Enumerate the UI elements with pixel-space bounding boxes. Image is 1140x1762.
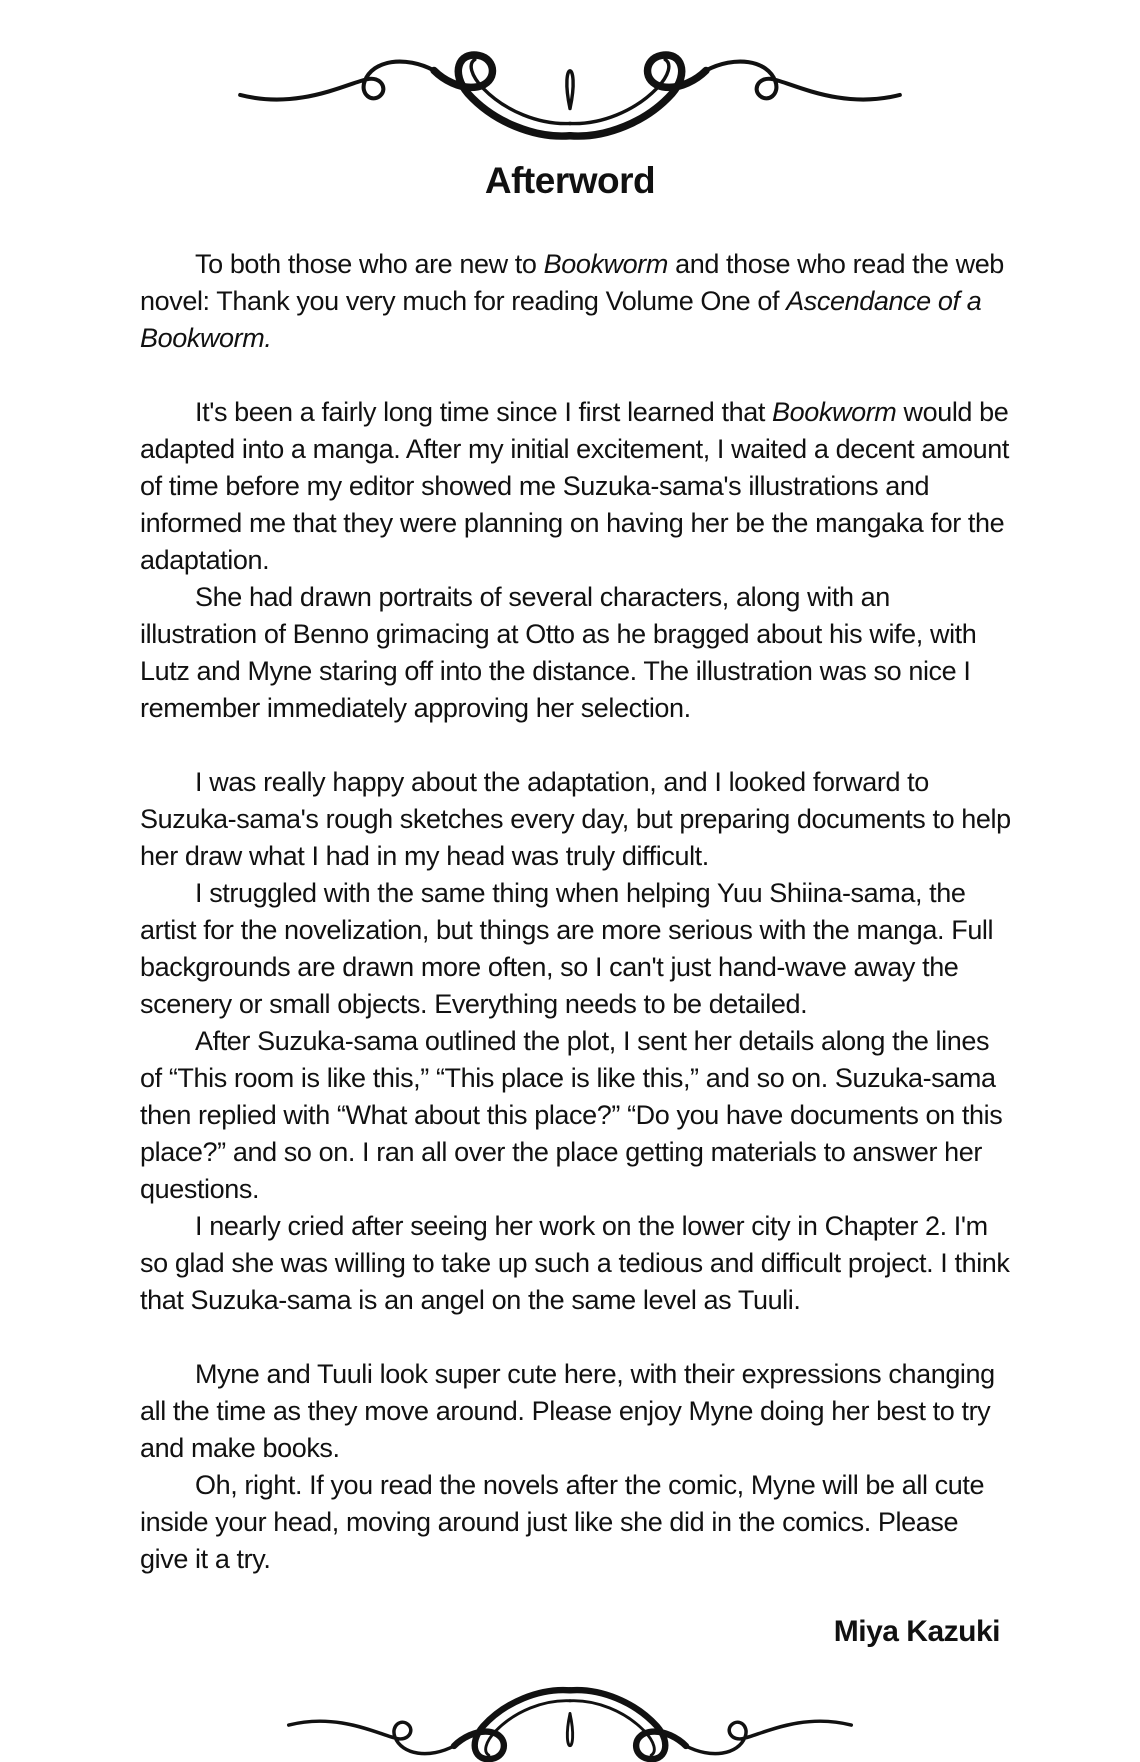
paragraph bbox=[140, 875, 1012, 1023]
paragraph-text: I struggled with the same thing when helping Yuu Shiina-sama, the artist for the novelization, but things are more serious with the manga. Full backgrounds are drawn more often, so I can't just hand-wave away the scenery or small objects. Everything needs to be detailed. bbox=[140, 878, 994, 1019]
paragraph-text: To both those who are new to bbox=[195, 249, 544, 279]
paragraph-text: Oh, right. If you read the novels after the comic, Myne will be all cute inside your head, moving around just like she did in the comics. Please give it a try. bbox=[140, 1470, 985, 1574]
author-signature: Miya Kazuki bbox=[833, 1615, 1000, 1648]
paragraph-text: Myne and Tuuli look super cute here, with their expressions changing all the time as they move around. Please enjoy Myne doing her best to try and make books. bbox=[140, 1359, 995, 1463]
afterword-body bbox=[0, 246, 1140, 1578]
paragraph bbox=[140, 579, 1012, 727]
paragraph bbox=[140, 246, 1012, 357]
paragraph bbox=[140, 1023, 1012, 1208]
paragraph bbox=[140, 1208, 1012, 1319]
paragraph-text: I nearly cried after seeing her work on the lower city in Chapter 2. I'm so glad she was willing to take up such a tedious and difficult project. I think that Suzuka-sama is an angel on the same level as Tuuli. bbox=[140, 1211, 1010, 1315]
paragraph bbox=[140, 1356, 1012, 1467]
paragraph bbox=[140, 394, 1012, 579]
paragraph-text: and those who read the web novel: Thank you very much for reading Volume One of bbox=[140, 249, 1004, 316]
paragraph-text: After Suzuka-sama outlined the plot, I sent her details along the lines of “This room is like this,” “This place is like this,” and so on. Suzuka-sama then replied with “What about this place?” “Do you have documents on this place?” and so on. I ran all over the place getting materials to answer her questions. bbox=[140, 1026, 1003, 1204]
book-title-italic: Bookworm bbox=[543, 249, 668, 279]
book-title-italic: Bookworm bbox=[772, 397, 897, 427]
paragraph-text: It's been a fairly long time since I first learned that bbox=[195, 397, 773, 427]
paragraph-text: She had drawn portraits of several characters, along with an illustration of Benno grimacing at Otto as he bragged about his wife, with Lutz and Myne staring off into the distance. The illustration was so nice I remember immediately approving her selection. bbox=[140, 582, 977, 723]
paragraph-text: I was really happy about the adaptation, and I looked forward to Suzuka-sama's rough sketches every day, but preparing documents to help her draw what I had in my head was truly difficult. bbox=[140, 767, 1011, 871]
book-title-italic: Ascendance of a Bookworm. bbox=[140, 286, 982, 353]
paragraph-text: would be adapted into a manga. After my initial excitement, I waited a decent amount of time before my editor showed me Suzuka-sama's illustrations and informed me that they were planning on having her be the mangaka for the adaptation. bbox=[140, 397, 1010, 575]
paragraph bbox=[140, 1467, 1012, 1578]
page-title: Afterword bbox=[484, 160, 656, 201]
bottom-flourish-ornament bbox=[280, 1683, 860, 1762]
afterword-page bbox=[0, 52, 1140, 1652]
paragraph bbox=[140, 764, 1012, 875]
top-flourish-ornament bbox=[230, 52, 910, 144]
